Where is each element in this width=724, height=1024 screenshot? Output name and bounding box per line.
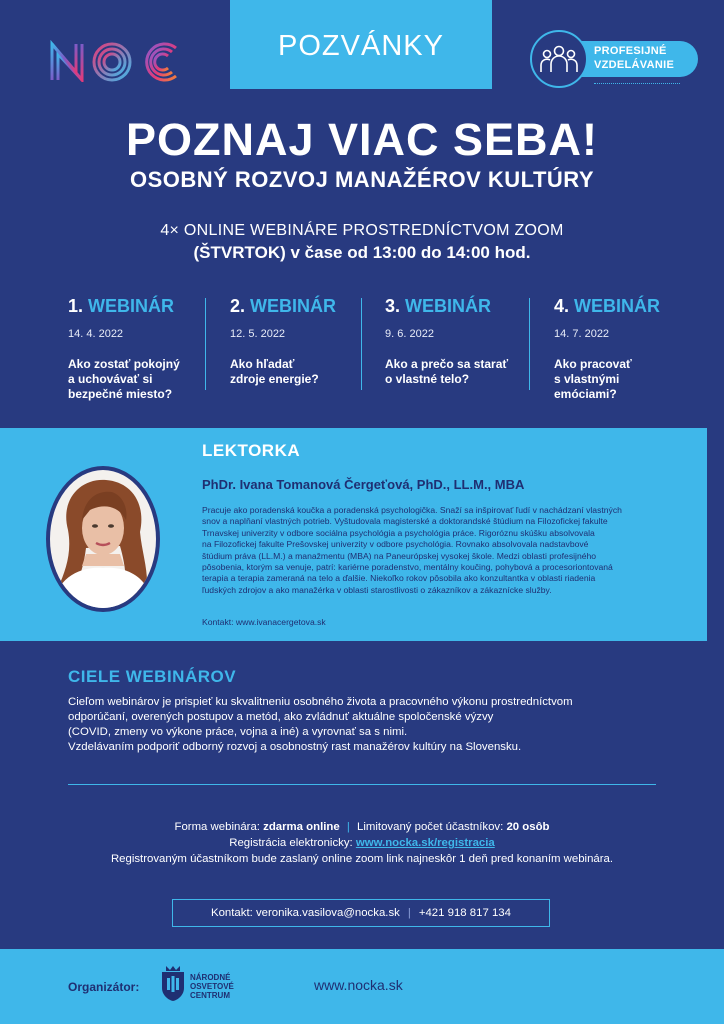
goals-line: odporúčaní, overených postupov a metód, ako zvládnuť aktuálne spoločenské výzvy (68, 711, 494, 723)
form-value: zdarma online (263, 821, 340, 833)
registration-note: Registrovaným účastníkom bude zaslaný online zoom link najneskôr 1 deň pred konaním webinára. (110, 853, 614, 865)
org-line: OSVETOVÉ (190, 982, 234, 991)
portrait-image (50, 470, 156, 608)
webinar-date: 9. 6. 2022 (385, 328, 434, 340)
webinar-heading (554, 296, 704, 317)
webinar-number: 4. (554, 296, 570, 316)
subtitle: OSOBNÝ ROZVOJ MANAŽÉROV KULTÚRY (129, 167, 595, 192)
goals-heading: CIELE WEBINÁROV (68, 667, 237, 686)
webinar-date: 14. 7. 2022 (554, 328, 610, 340)
limit-value: 20 osôb (506, 821, 550, 833)
topic-line: o vlastné telo? (385, 372, 470, 386)
webinar-topic (554, 357, 704, 402)
badge-text (594, 44, 694, 72)
webinar-2 (230, 296, 380, 387)
goals-line: (COVID, zmeny vo výkone práce, vojna a iné) a vyrovnať sa s nimi. (68, 726, 408, 738)
webinar-heading (385, 296, 535, 317)
invitations-tag-label: POZVÁNKY (278, 30, 444, 62)
intro-line-1: 4× ONLINE WEBINÁRE PROSTREDNÍCTVOM ZOOM (160, 222, 564, 239)
topic-line: Ako pracovať (554, 357, 632, 371)
webinar-heading (68, 296, 218, 317)
registration-link[interactable]: www.nocka.sk/registracia (355, 837, 495, 849)
intro-line-2: (ŠTVRTOK) v čase od 13:00 do 14:00 hod. (193, 243, 531, 262)
goals-text (68, 695, 668, 755)
limit-label: Limitovaný počet účastníkov: (357, 821, 504, 833)
bio-line: na Filozofickej fakulte Prešovskej univerzity v odbore psychológia. Rovnako absolvovala nadstavbové (202, 539, 589, 550)
bio-line: ľudských zdrojov a ako manažérka v oblasti starostlivosti o zákazníkov a zákaznícke služby. (202, 584, 552, 595)
topic-line: bezpečné miesto? (68, 387, 173, 401)
badge-circle (530, 30, 588, 88)
org-line: CENTRUM (190, 991, 230, 1000)
divider-line (68, 784, 656, 785)
bio-line: Pracuje ako poradenská koučka a poradenská psychologička. Snaží sa inšpirovať ľudí v nachádzaní vlastných (202, 505, 622, 515)
contact-phone[interactable]: +421 918 817 134 (418, 907, 511, 919)
webinar-number: 1. (68, 296, 84, 316)
lecturer-heading: LEKTORKA (202, 441, 301, 460)
lecturer-contact-link[interactable]: Kontakt: www.ivanacergetova.sk (202, 617, 326, 627)
website-link[interactable]: www.nocka.sk (314, 977, 403, 993)
webinar-4 (554, 296, 704, 402)
lecturer-photo (46, 466, 160, 612)
organizer-label: Organizátor: (68, 980, 140, 994)
lecturer-bio (202, 505, 694, 596)
bio-line: Trnavskej univerzity v odbore sociálna psychológia a psychológia práce. Rigoróznu skúšku absolvovala (202, 527, 595, 538)
org-line: NÁRODNÉ (190, 973, 231, 982)
topic-line: emóciami? (554, 387, 617, 401)
bio-line: štúdium práva (LL.M.) a manažmentu (MBA) na Paneurópskej vysokej škole. Medzi oblasti profesijného (202, 550, 597, 561)
main-title: POZNAJ VIAC SEBA! (125, 114, 599, 165)
professional-education-badge (528, 28, 698, 90)
bio-line: terapia a terapia zameraná na telo a ďalšie. Niekoľko rokov pôsobila ako konzultantka v oblasti riadenia (202, 573, 596, 584)
organizer-name (190, 973, 234, 1000)
people-group-icon (539, 44, 579, 74)
contact-box (172, 899, 550, 927)
badge-dots (594, 83, 680, 84)
goals-line: Cieľom webinárov je prispieť ku skvalitneniu osobného života a pracovného výkonu prostredníctvom (68, 696, 573, 708)
info-separator: | (346, 821, 350, 833)
form-label: Forma webinára: (174, 821, 260, 833)
webinar-date: 14. 4. 2022 (68, 328, 124, 340)
invitations-tag (230, 0, 492, 89)
webinar-date: 12. 5. 2022 (230, 328, 286, 340)
webinar-form-line (0, 821, 724, 833)
webinar-topic (68, 357, 218, 402)
webinar-label: WEBINÁR (250, 296, 337, 316)
webinar-label: WEBINÁR (405, 296, 492, 316)
webinar-3 (385, 296, 535, 387)
registration-label: Registrácia elektronicky: (229, 837, 353, 849)
webinar-divider (529, 298, 530, 390)
webinar-divider (205, 298, 206, 390)
badge-line-2: VZDELÁVANIE (594, 59, 675, 71)
webinar-heading (230, 296, 380, 317)
registration-line (0, 837, 724, 849)
lecturer-name: PhDr. Ivana Tomanová Čergeťová, PhD., LL.M., MBA (202, 477, 525, 492)
webinar-label: WEBINÁR (574, 296, 661, 316)
webinar-number: 3. (385, 296, 401, 316)
topic-line: s vlastnými (554, 372, 620, 386)
bio-line: pôsobenia, ktorým sa venuje, patrí: kariérne poradenstvo, mentálny koučing, pohybová a procesoriontovaná (202, 562, 613, 573)
topic-line: a uchovávať si (68, 372, 153, 386)
badge-line-1: PROFESIJNÉ (594, 45, 667, 57)
contact-email[interactable]: Kontakt: veronika.vasilova@nocka.sk (211, 907, 400, 919)
topic-line: Ako hľadať (230, 357, 295, 371)
topic-line: zdroje energie? (230, 372, 319, 386)
webinar-1 (68, 296, 218, 402)
webinar-divider (361, 298, 362, 390)
topic-line: Ako zostať pokojný (68, 357, 180, 371)
noc-logo (48, 40, 180, 82)
webinar-label: WEBINÁR (88, 296, 175, 316)
contact-separator: | (407, 907, 411, 919)
webinar-topic (385, 357, 535, 387)
goals-line: Vzdelávaním podporiť odborný rozvoj a osobnostný rast manažérov kultúry na Slovensku. (68, 741, 522, 753)
bio-line: snov a naplňaní vlastných potrieb. Vyštudovala magisterské a doktorandské štúdium na Filozofickej fakulte (202, 516, 608, 527)
webinar-topic (230, 357, 380, 387)
webinar-number: 2. (230, 296, 246, 316)
topic-line: Ako a prečo sa starať (385, 357, 509, 371)
